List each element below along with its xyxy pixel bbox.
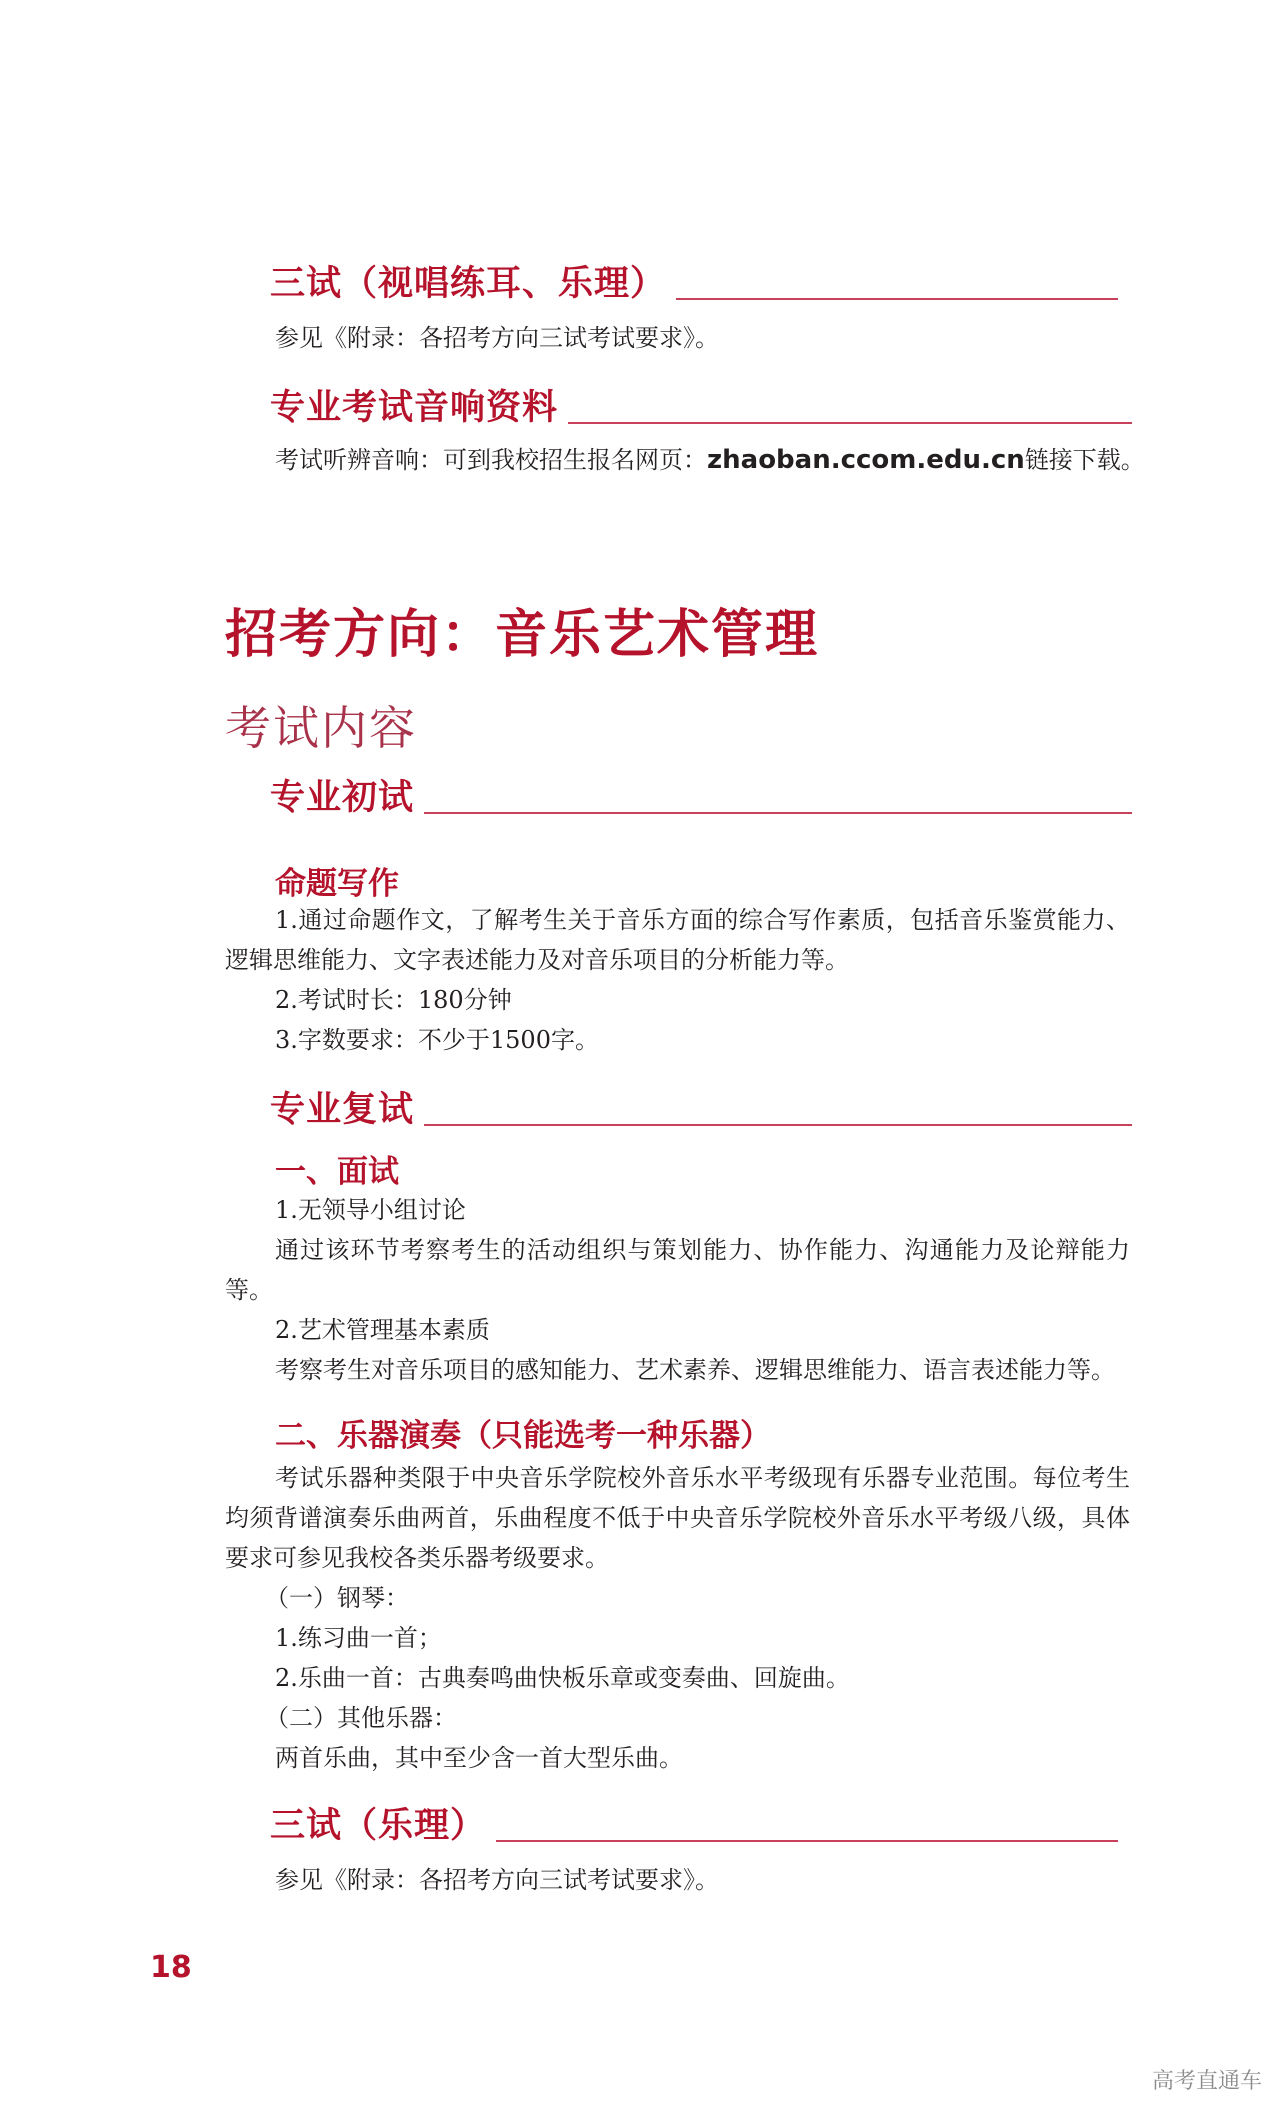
piano-item-1: 1.练习曲一首； [275,1624,442,1652]
section-title: 专业考试音响资料 [270,388,559,428]
section-title: 三试（视唱练耳、乐理） [270,264,667,304]
watermark: 高考直通车 [1151,2069,1262,2094]
section-heading-chushi [270,772,1132,820]
instrument-description: 考试乐器种类限于中央音乐学院校外音乐水平考级现有乐器专业范围。每位考生均须背谱演奏乐曲两首，乐曲程度不低于中央音乐学院校外音乐水平考级八级，具体要求可参见我校各类乐器考级要求。 [225,1464,1130,1572]
admission-url-link[interactable]: zhaoban.ccom.edu.cn [707,445,1025,475]
page-number: 18 [150,1950,192,1985]
piano-item-2: 2.乐曲一首：古典奏鸣曲快板乐章或变奏曲、回旋曲。 [275,1664,850,1692]
other-instruments-desc: 两首乐曲，其中至少含一首大型乐曲。 [275,1744,683,1772]
other-instruments-label: （二）其他乐器： [265,1704,457,1732]
heading-rule [424,1124,1132,1126]
interview-item-1-desc: 通过该环节考察考生的活动组织与策划能力、协作能力、沟通能力及论辩能力等。 [225,1236,1130,1304]
piano-label: （一）钢琴： [265,1584,409,1612]
writing-item-3: 3.字数要求：不少于1500字。 [275,1026,599,1054]
section-title: 专业复试 [270,1090,415,1130]
interview-subheading: 一、面试 [275,1154,399,1190]
sub-title: 考试内容 [225,701,417,755]
section-title: 专业初试 [270,778,415,818]
section-heading-sanshi-2 [270,1800,1118,1848]
interview-item-2-desc: 考察考生对音乐项目的感知能力、艺术素养、逻辑思维能力、语言表述能力等。 [275,1356,1115,1384]
interview-item-2: 2.艺术管理基本素质 [275,1316,490,1344]
heading-rule [496,1840,1118,1842]
sanshi-reference-text: 参见《附录：各招考方向三试考试要求》。 [275,324,719,352]
section-title: 三试（乐理） [270,1806,487,1846]
section-heading-audio [270,382,1132,430]
instrument-subheading: 二、乐器演奏（只能选考一种乐器） [275,1418,771,1454]
section-heading-sanshi [270,258,1118,306]
audio-download-text [275,440,1145,480]
heading-rule [568,422,1132,424]
writing-item-1: 1.通过命题作文，了解考生关于音乐方面的综合写作素质，包括音乐鉴赏能力、逻辑思维能力、文字表述能力及对音乐项目的分析能力等。 [225,906,1130,974]
heading-rule [424,812,1132,814]
interview-item-1: 1.无领导小组讨论 [275,1196,466,1224]
main-title: 招考方向：音乐艺术管理 [225,605,820,665]
writing-item-2: 2.考试时长：180分钟 [275,986,512,1014]
sanshi-2-reference-text: 参见《附录：各招考方向三试考试要求》。 [275,1866,719,1894]
heading-rule [676,298,1118,300]
audio-text-suffix: 链接下载。 [1024,446,1145,474]
writing-subheading: 命题写作 [275,866,399,902]
section-heading-fushi [270,1084,1132,1132]
audio-text-prefix: 考试听辨音响：可到我校招生报名网页： [275,446,707,474]
